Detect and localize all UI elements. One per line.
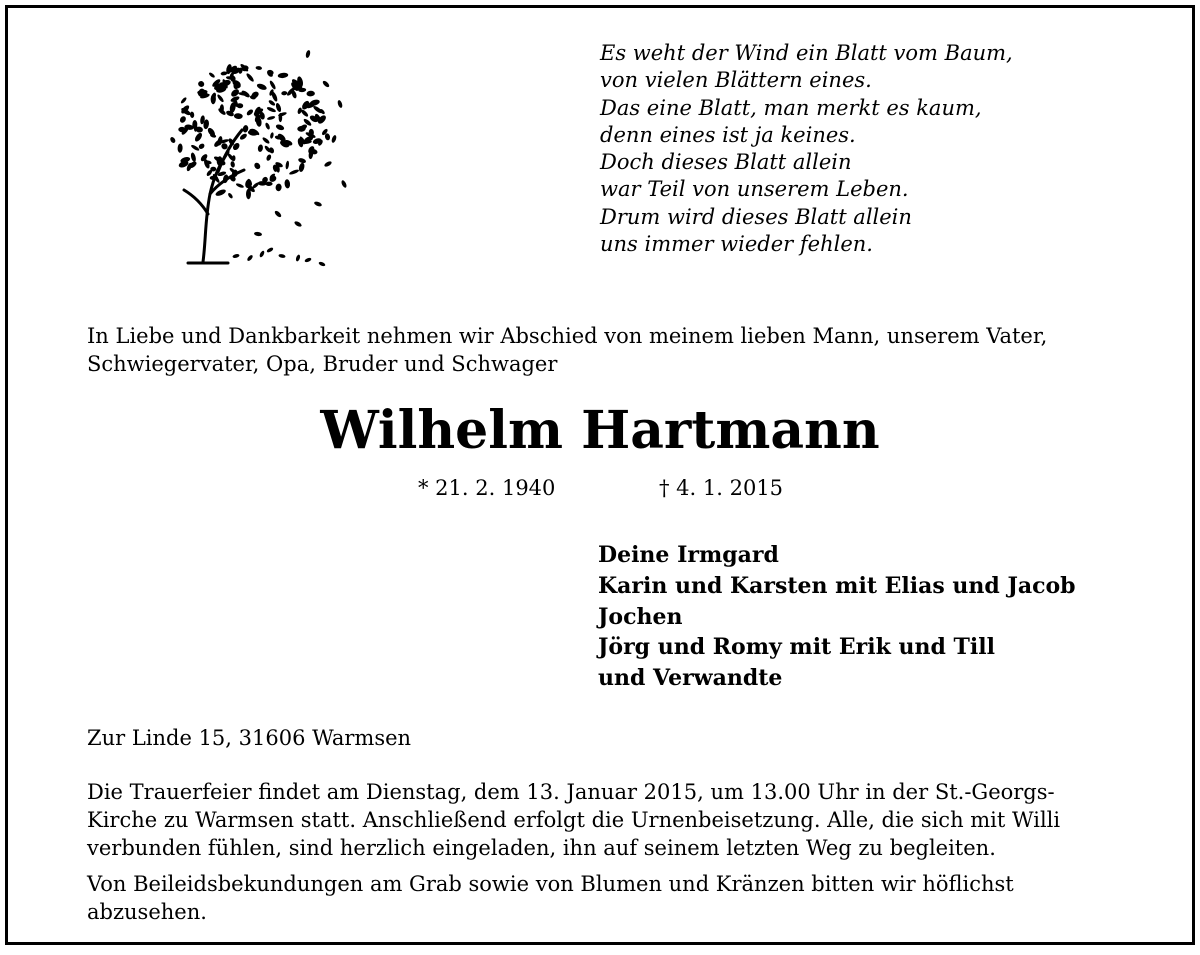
- leaf-shape: [257, 144, 263, 152]
- leaf-shape: [234, 113, 243, 119]
- fallen-leaf-shape: [304, 257, 312, 263]
- fallen-leaf-shape: [318, 261, 326, 267]
- fallen-leaf-shape: [246, 254, 253, 262]
- mourner-entry: Karin und Karsten mit Elias und Jacob: [598, 572, 1076, 599]
- mourners-list: [598, 540, 1076, 694]
- leaf-shape: [281, 91, 287, 96]
- fallen-leaf-shape: [295, 254, 301, 262]
- address: Zur Linde 15, 31606 Warmsen: [87, 726, 412, 750]
- leaf-shape: [289, 169, 300, 176]
- leaf-shape: [216, 94, 224, 103]
- leaf-shape: [300, 109, 309, 118]
- leaf-shape: [190, 144, 200, 152]
- birth-date: * 21. 2. 1940: [418, 476, 556, 500]
- leaf-shape: [248, 129, 259, 136]
- leaf-shape: [230, 161, 235, 168]
- leaf-shape: [331, 135, 337, 144]
- leaf-shape: [190, 111, 195, 118]
- leaf-shape: [274, 210, 283, 218]
- leaf-shape: [255, 66, 262, 71]
- leaf-shape: [322, 80, 331, 88]
- leaf-shape: [253, 162, 261, 171]
- leaf-shape: [246, 108, 254, 116]
- leaf-shape: [264, 122, 270, 130]
- leaf-shape: [169, 136, 176, 144]
- leaf-shape: [340, 180, 347, 189]
- poem-line: Das eine Blatt, man merkt es kaum,: [600, 95, 982, 120]
- mourner-entry: Jochen: [598, 603, 683, 630]
- poem-line: Doch dieses Blatt allein: [600, 150, 852, 175]
- fallen-leaf-shape: [266, 247, 274, 254]
- leaf-shape: [215, 188, 227, 197]
- leaf-shape: [197, 80, 205, 88]
- condolence-note: Von Beileidsbekundungen am Grab sowie von Blumen und Kränzen bitten wir höflichst abzusehen.: [87, 872, 1014, 924]
- leaf-shape: [177, 143, 182, 152]
- leaf-shape: [269, 80, 277, 90]
- leaf-shape: [306, 91, 315, 97]
- leaf-shape: [227, 192, 233, 199]
- poem-line: Drum wird dieses Blatt allein: [600, 204, 912, 229]
- leaf-shape: [298, 162, 305, 172]
- leaf-shape: [284, 179, 290, 189]
- leaf-shape: [208, 72, 215, 79]
- leaf-shape: [179, 115, 187, 124]
- leaf-shape: [245, 72, 255, 82]
- fallen-leaf-shape: [232, 253, 240, 258]
- fallen-leaf-shape: [278, 254, 286, 259]
- leaf-shape: [246, 189, 251, 199]
- leaf-shape: [314, 201, 323, 208]
- leaf-shape: [254, 231, 263, 236]
- leaf-shape: [275, 183, 282, 191]
- leaf-shape: [235, 183, 244, 189]
- leaf-shape: [270, 132, 275, 139]
- leaf-shape: [275, 102, 282, 112]
- mourner-entry: Jörg und Romy mit Erik und Till: [598, 634, 995, 661]
- leaf-shape: [294, 220, 303, 228]
- poem: [600, 40, 1013, 258]
- leaf-shape: [305, 50, 311, 59]
- leaf-shape: [277, 72, 288, 78]
- leaf-shape: [194, 132, 204, 143]
- leaf-shape: [256, 82, 268, 91]
- leaf-shape: [242, 125, 249, 133]
- poem-line: von vielen Blättern eines.: [600, 68, 872, 93]
- windblown-tree-icon: [158, 44, 354, 272]
- fallen-leaf-shape: [259, 250, 265, 258]
- leaf-shape: [324, 160, 333, 167]
- poem-line: denn eines ist ja keines.: [600, 122, 856, 147]
- leaf-shape: [337, 100, 343, 109]
- death-date: † 4. 1. 2015: [659, 476, 784, 500]
- poem-line: uns immer wieder fehlen.: [600, 232, 873, 257]
- farewell-intro: In Liebe und Dankbarkeit nehmen wir Abschied von meinem lieben Mann, unserem Vater, Schwiegervater, Opa, Bruder und Schwager: [87, 324, 1048, 376]
- leaf-shape: [190, 152, 197, 163]
- mourner-entry: Deine Irmgard: [598, 542, 779, 568]
- leaf-shape: [180, 97, 187, 105]
- leaf-shape: [266, 106, 276, 113]
- leaf-shape: [285, 161, 289, 170]
- leaf-shape: [210, 167, 216, 172]
- leaf-shape: [275, 123, 285, 131]
- deceased-name: Wilhelm Hartmann: [320, 400, 880, 461]
- poem-line: war Teil von unserem Leben.: [600, 177, 909, 202]
- leaf-shape: [267, 115, 276, 120]
- poem-line: Es weht der Wind ein Blatt vom Baum,: [600, 41, 1013, 65]
- funeral-service-text: Die Trauerfeier findet am Dienstag, dem 13. Januar 2015, um 13.00 Uhr in der St.-Georgs-Kirche zu Warmsen statt. Anschließend erfolgt die Urnenbeisetzung. Alle, die sich mit Willi verbunden fühlen, sind herzlich eingeladen, ihn auf seinem letzten Weg zu begleiten.: [87, 780, 1061, 860]
- leaf-shape: [262, 136, 271, 144]
- mourner-entry: und Verwandte: [598, 665, 783, 692]
- leaf-shape: [266, 154, 273, 162]
